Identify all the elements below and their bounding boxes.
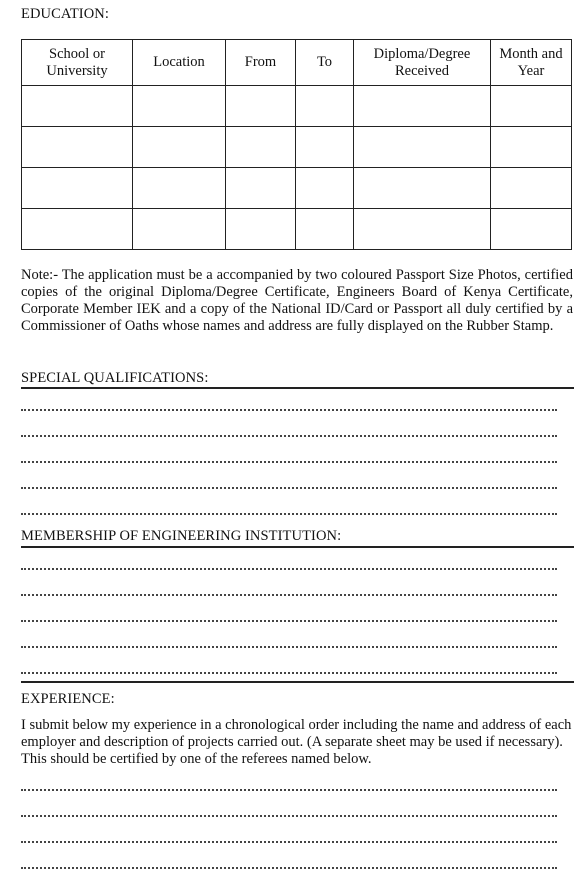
column-header-location: Location	[133, 40, 226, 86]
table-row	[22, 86, 572, 127]
membership-line[interactable]	[21, 672, 557, 674]
education-heading: EDUCATION:	[21, 6, 109, 22]
table-cell[interactable]	[491, 168, 572, 209]
table-cell[interactable]	[296, 127, 354, 168]
table-cell[interactable]	[226, 168, 296, 209]
education-table-header-row	[22, 40, 572, 86]
column-header-to: To	[296, 40, 354, 86]
table-cell[interactable]	[22, 209, 133, 250]
table-cell[interactable]	[491, 86, 572, 127]
table-cell[interactable]	[226, 209, 296, 250]
table-cell[interactable]	[226, 86, 296, 127]
table-cell[interactable]	[133, 168, 226, 209]
column-header-month-year: Month and Year	[491, 40, 572, 86]
table-cell[interactable]	[133, 86, 226, 127]
education-table	[21, 39, 572, 250]
section-divider	[21, 681, 574, 683]
table-row	[22, 127, 572, 168]
special-qualifications-line[interactable]	[21, 513, 557, 515]
special-qualifications-line[interactable]	[21, 409, 557, 411]
membership-heading: MEMBERSHIP OF ENGINEERING INSTITUTION:	[21, 528, 342, 544]
experience-line[interactable]	[21, 841, 557, 843]
experience-line[interactable]	[21, 815, 557, 817]
table-cell[interactable]	[22, 86, 133, 127]
table-cell[interactable]	[296, 209, 354, 250]
table-cell[interactable]	[296, 168, 354, 209]
table-cell[interactable]	[354, 168, 491, 209]
special-qualifications-heading: SPECIAL QUALIFICATIONS:	[21, 370, 209, 386]
experience-instructions: I submit below my experience in a chronological order including the name and address of each employer and description of projects carried out. (A separate sheet may be used if necessary). This should be certified by one of the referees named below.	[21, 717, 572, 767]
experience-heading: EXPERIENCE:	[21, 691, 115, 707]
special-qualifications-line[interactable]	[21, 461, 557, 463]
table-cell[interactable]	[22, 168, 133, 209]
table-cell[interactable]	[354, 127, 491, 168]
table-cell[interactable]	[226, 127, 296, 168]
table-cell[interactable]	[22, 127, 133, 168]
experience-line[interactable]	[21, 789, 557, 791]
application-note: Note:- The application must be a accompanied by two coloured Passport Size Photos, certified copies of the original Diploma/Degree Certificate, Engineers Board of Kenya Certificate, Corporate Member IEK and a copy of the National ID/Card or Passport all duly certified by a Commissioner of Oaths whose names and address are fully displayed on the Rubber Stamp.	[21, 267, 573, 334]
table-row	[22, 168, 572, 209]
membership-line[interactable]	[21, 568, 557, 570]
column-header-from: From	[226, 40, 296, 86]
column-header-school: School or University	[22, 40, 133, 86]
membership-line[interactable]	[21, 646, 557, 648]
special-qualifications-line[interactable]	[21, 435, 557, 437]
special-qualifications-line[interactable]	[21, 487, 557, 489]
table-cell[interactable]	[133, 209, 226, 250]
table-row	[22, 209, 572, 250]
table-cell[interactable]	[296, 86, 354, 127]
column-header-diploma: Diploma/Degree Received	[354, 40, 491, 86]
table-cell[interactable]	[491, 127, 572, 168]
membership-line[interactable]	[21, 620, 557, 622]
table-cell[interactable]	[133, 127, 226, 168]
table-cell[interactable]	[354, 86, 491, 127]
section-divider	[21, 387, 574, 389]
table-cell[interactable]	[491, 209, 572, 250]
membership-line[interactable]	[21, 594, 557, 596]
table-cell[interactable]	[354, 209, 491, 250]
section-divider	[21, 546, 574, 548]
experience-line[interactable]	[21, 867, 557, 869]
